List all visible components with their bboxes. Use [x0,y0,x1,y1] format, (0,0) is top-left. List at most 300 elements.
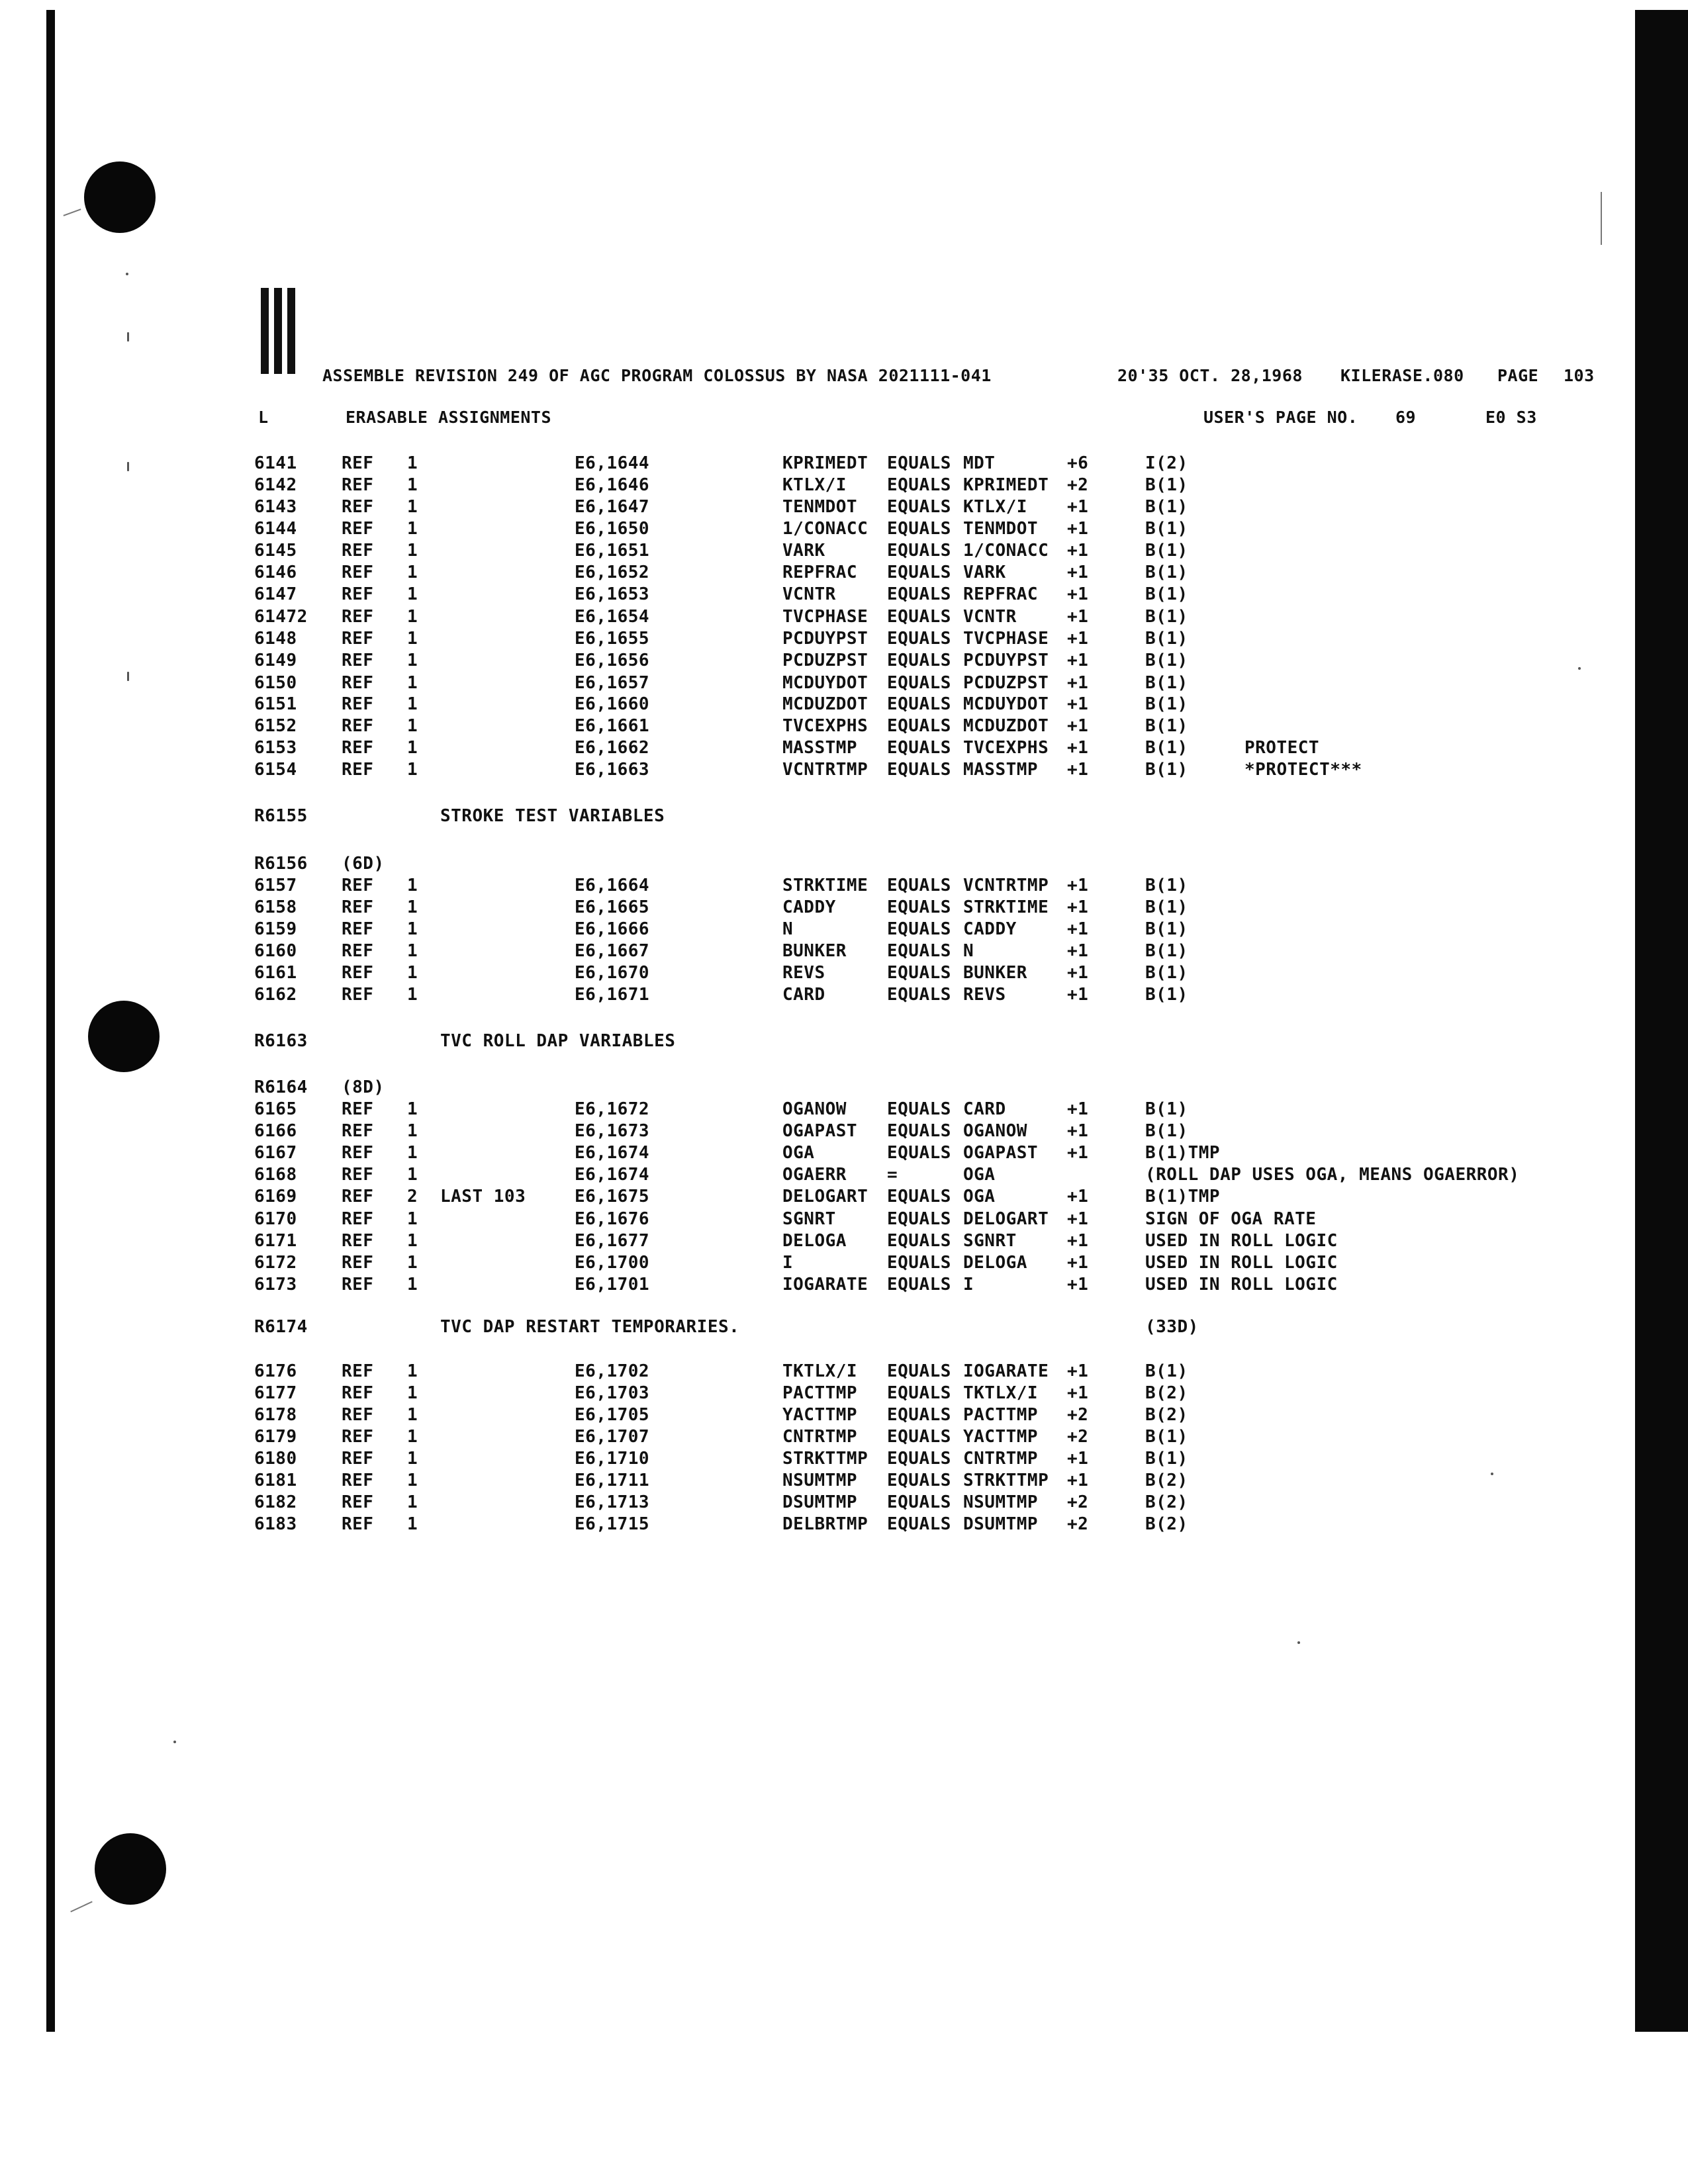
cell-target: OGA [963,1187,996,1206]
cell-op: EQUALS [887,1427,951,1447]
line-number: 6172 [254,1253,297,1273]
cell-op: EQUALS [887,497,951,517]
cell-ref: REF [342,1253,374,1273]
cell-ref: REF [342,897,374,917]
cell-target: REPFRAC [963,584,1039,604]
cell-target: I [963,1275,974,1295]
scan-speck [1578,667,1581,670]
cell-op: EQUALS [887,563,951,582]
cell-ref: REF [342,475,374,495]
cell-inc: +1 [1067,541,1089,561]
cell-fmt: B(1) [1145,1449,1188,1469]
line-number: 6145 [254,541,297,561]
cell-fmt: B(1) [1145,1427,1188,1447]
cell-name: TKTLX/I [782,1361,858,1381]
cell-cnt: 1 [407,1492,418,1512]
page-label: PAGE [1497,366,1539,385]
cell-fmt: B(1) [1145,541,1188,561]
line-number: 6166 [254,1121,297,1141]
line-number: 6142 [254,475,297,495]
cell-target: KTLX/I [963,497,1027,517]
cell-target: OGAPAST [963,1143,1039,1163]
cell-ref: REF [342,1383,374,1403]
cell-op: EQUALS [887,475,951,495]
cell-fmt: (ROLL DAP USES OGA, MEANS OGAERROR) [1145,1165,1520,1185]
cell-ref: REF [342,1143,374,1163]
cell-cnt: 1 [407,563,418,582]
cell-target: STRKTTMP [963,1471,1049,1490]
cell-fmt: B(2) [1145,1492,1188,1512]
cell-cnt: 1 [407,963,418,983]
block-size-tag: (8D) [342,1077,385,1097]
cell-op: EQUALS [887,1275,951,1295]
cell-op: EQUALS [887,1253,951,1273]
cell-target: SGNRT [963,1231,1017,1251]
cell-ref: REF [342,607,374,627]
cell-fmt: B(1) [1145,629,1188,649]
cell-op: EQUALS [887,1143,951,1163]
cell-target: 1/CONACC [963,541,1049,561]
cell-fmt: B(1) [1145,607,1188,627]
cell-name: CADDY [782,897,836,917]
cell-cnt: 1 [407,629,418,649]
cell-ref: REF [342,738,374,758]
cell-op: EQUALS [887,985,951,1005]
cell-cnt: 1 [407,897,418,917]
cell-inc: +1 [1067,1121,1089,1141]
cell-op: EQUALS [887,607,951,627]
cell-target: VCNTR [963,607,1017,627]
cell-op: EQUALS [887,584,951,604]
scan-speck [127,672,129,681]
cell-inc: +1 [1067,985,1089,1005]
cell-op: EQUALS [887,941,951,961]
line-number: 6183 [254,1514,297,1534]
cell-ref: REF [342,694,374,714]
cell-name: N [782,919,794,939]
cell-name: OGAPAST [782,1121,858,1141]
cell-ref: REF [342,651,374,670]
line-number: 6178 [254,1405,297,1425]
cell-cnt: 1 [407,876,418,895]
cell-ref: REF [342,519,374,539]
cell-target: IOGARATE [963,1361,1049,1381]
cell-addr: E6,1711 [575,1471,650,1490]
cell-op: EQUALS [887,1383,951,1403]
cell-cnt: 1 [407,673,418,693]
cell-ref: REF [342,760,374,780]
line-number: 6148 [254,629,297,649]
cell-name: PCDUZPST [782,651,868,670]
cell-addr: E6,1674 [575,1143,650,1163]
cell-target: YACTTMP [963,1427,1039,1447]
cell-ref: REF [342,497,374,517]
cell-inc: +1 [1067,876,1089,895]
cell-addr: E6,1677 [575,1231,650,1251]
left-marker: L [258,408,269,427]
cell-target: PACTTMP [963,1405,1039,1425]
cell-inc: +1 [1067,716,1089,736]
cell-cnt: 1 [407,1253,418,1273]
cell-ref: REF [342,453,374,473]
cell-addr: E6,1666 [575,919,650,939]
cell-addr: E6,1655 [575,629,650,649]
cell-inc: +1 [1067,963,1089,983]
cell-ref: REF [342,1275,374,1295]
cell-addr: E6,1657 [575,673,650,693]
cell-name: MCDUZDOT [782,694,868,714]
cell-inc: +1 [1067,919,1089,939]
cell-fmt: B(1) [1145,651,1188,670]
cell-fmt: B(1) [1145,919,1188,939]
section-title: ERASABLE ASSIGNMENTS [346,408,552,427]
punch-hole-middle [88,1001,160,1072]
cell-cnt: 1 [407,584,418,604]
cell-name: DELOGART [782,1187,868,1206]
cell-cnt: 1 [407,1449,418,1469]
bank-code: E0 S3 [1485,408,1537,427]
cell-ref: REF [342,1121,374,1141]
cell-inc: +1 [1067,607,1089,627]
line-number: 6154 [254,760,297,780]
cell-op: EQUALS [887,876,951,895]
cell-inc: +1 [1067,760,1089,780]
cell-cnt: 1 [407,1165,418,1185]
cell-op: EQUALS [887,694,951,714]
cell-ref: REF [342,876,374,895]
cell-fmt: B(2) [1145,1383,1188,1403]
cell-fmt: B(1) [1145,1361,1188,1381]
cell-op: EQUALS [887,1471,951,1490]
cell-addr: E6,1656 [575,651,650,670]
cell-cnt: 1 [407,651,418,670]
cell-addr: E6,1650 [575,519,650,539]
cell-addr: E6,1646 [575,475,650,495]
cell-ref: REF [342,919,374,939]
scan-speck [1297,1641,1300,1644]
cell-cnt: 2 [407,1187,418,1206]
section-heading: TVC ROLL DAP VARIABLES [440,1031,676,1051]
cell-addr: E6,1652 [575,563,650,582]
cell-op: EQUALS [887,1514,951,1534]
cell-inc: +1 [1067,673,1089,693]
cell-addr: E6,1665 [575,897,650,917]
cell-cnt: 1 [407,1383,418,1403]
cell-target: TVCEXPHS [963,738,1049,758]
cell-op: EQUALS [887,963,951,983]
line-number: 6153 [254,738,297,758]
cell-fmt: USED IN ROLL LOGIC [1145,1275,1338,1295]
line-number: 6176 [254,1361,297,1381]
cell-op: EQUALS [887,453,951,473]
section-size: (33D) [1145,1317,1199,1337]
cell-ref: REF [342,1099,374,1119]
cell-name: PACTTMP [782,1383,858,1403]
line-number: 6171 [254,1231,297,1251]
cell-name: TVCEXPHS [782,716,868,736]
cell-inc: +1 [1067,1253,1089,1273]
cell-name: CARD [782,985,825,1005]
cell-target: TVCPHASE [963,629,1049,649]
cell-inc: +1 [1067,563,1089,582]
cell-cnt: 1 [407,1427,418,1447]
cell-fmt: B(1) [1145,475,1188,495]
cell-name: BUNKER [782,941,847,961]
cell-name: STRKTIME [782,876,868,895]
cell-addr: E6,1673 [575,1121,650,1141]
cell-ref: REF [342,1361,374,1381]
cell-target: REVS [963,985,1006,1005]
cell-addr: E6,1672 [575,1099,650,1119]
cell-inc: +1 [1067,1143,1089,1163]
cell-fmt: B(1) [1145,694,1188,714]
cell-op: EQUALS [887,897,951,917]
cell-addr: E6,1700 [575,1253,650,1273]
line-number: R6164 [254,1077,308,1097]
cell-fmt: B(1)TMP [1145,1143,1221,1163]
cell-op: EQUALS [887,1405,951,1425]
cell-addr: E6,1663 [575,760,650,780]
cell-inc: +1 [1067,651,1089,670]
cell-cnt: 1 [407,541,418,561]
line-number: 6170 [254,1209,297,1229]
line-number: 6158 [254,897,297,917]
cell-fmt: B(1) [1145,876,1188,895]
cell-addr: E6,1660 [575,694,650,714]
cell-name: TENMDOT [782,497,858,517]
cell-cnt: 1 [407,760,418,780]
cell-op: EQUALS [887,629,951,649]
scan-speck [173,1741,176,1743]
cell-fmt: B(1) [1145,963,1188,983]
cell-fmt: B(1) [1145,584,1188,604]
cell-op: EQUALS [887,760,951,780]
cell-ref: REF [342,1471,374,1490]
cell-ref: REF [342,541,374,561]
cell-fmt: B(1) [1145,738,1188,758]
cell-target: PCDUYPST [963,651,1049,670]
cell-fmt: B(1) [1145,563,1188,582]
cell-cnt: 1 [407,985,418,1005]
line-number: 6146 [254,563,297,582]
cell-addr: E6,1676 [575,1209,650,1229]
cell-fmt: B(1)TMP [1145,1187,1221,1206]
cell-addr: E6,1715 [575,1514,650,1534]
cell-fmt: B(1) [1145,1099,1188,1119]
cell-op: EQUALS [887,1099,951,1119]
cell-fmt: B(1) [1145,941,1188,961]
line-number: 6180 [254,1449,297,1469]
line-number: 6159 [254,919,297,939]
cell-target: TKTLX/I [963,1383,1039,1403]
cell-name: IOGARATE [782,1275,868,1295]
cell-comment: *PROTECT*** [1244,760,1362,780]
cell-ref: REF [342,1165,374,1185]
cell-ref: REF [342,1187,374,1206]
scan-speck [1491,1473,1493,1475]
cell-addr: E6,1702 [575,1361,650,1381]
cell-op: EQUALS [887,1121,951,1141]
scan-speck [127,332,129,341]
section-heading: STROKE TEST VARIABLES [440,806,665,826]
cell-target: MCDUZDOT [963,716,1049,736]
cell-fmt: B(1) [1145,897,1188,917]
cell-name: MASSTMP [782,738,858,758]
cell-cnt: 1 [407,1471,418,1490]
cell-fmt: USED IN ROLL LOGIC [1145,1253,1338,1273]
cell-target: KPRIMEDT [963,475,1049,495]
line-number: 6152 [254,716,297,736]
cell-cnt: 1 [407,694,418,714]
cell-addr: E6,1674 [575,1165,650,1185]
cell-cnt: 1 [407,1514,418,1534]
cell-ref: REF [342,941,374,961]
scan-mark [1601,192,1602,245]
cell-name: DELOGA [782,1231,847,1251]
cell-ref: REF [342,673,374,693]
cell-ref: REF [342,1427,374,1447]
cell-inc: +1 [1067,584,1089,604]
listing-timestamp: 20'35 OCT. 28,1968 [1117,366,1303,385]
line-number: R6156 [254,854,308,874]
cell-cnt: 1 [407,941,418,961]
cell-name: NSUMTMP [782,1471,858,1490]
cell-addr: E6,1654 [575,607,650,627]
line-number: 6162 [254,985,297,1005]
cell-name: DSUMTMP [782,1492,858,1512]
cell-op: EQUALS [887,1209,951,1229]
cell-name: REVS [782,963,825,983]
cell-inc: +1 [1067,1275,1089,1295]
line-number: 6177 [254,1383,297,1403]
cell-name: YACTTMP [782,1405,858,1425]
cell-cnt: 1 [407,1099,418,1119]
line-number: 6173 [254,1275,297,1295]
cell-name: SGNRT [782,1209,836,1229]
cell-cnt: 1 [407,453,418,473]
cell-cnt: 1 [407,1405,418,1425]
cell-ref: REF [342,716,374,736]
punch-hole-top [84,161,156,233]
users-page-label: USER'S PAGE NO. [1203,408,1358,427]
scan-edge-right [1635,10,1688,2032]
cell-ref: REF [342,629,374,649]
cell-op: EQUALS [887,919,951,939]
cell-cnt: 1 [407,1361,418,1381]
cell-cnt: 1 [407,519,418,539]
cell-inc: +1 [1067,897,1089,917]
cell-fmt: B(1) [1145,760,1188,780]
cell-comment: PROTECT [1244,738,1320,758]
section-heading: TVC DAP RESTART TEMPORARIES. [440,1317,740,1337]
cell-extra: LAST 103 [440,1187,526,1206]
cell-fmt: B(1) [1145,497,1188,517]
cell-op: EQUALS [887,1187,951,1206]
cell-addr: E6,1703 [575,1383,650,1403]
cell-target: BUNKER [963,963,1027,983]
cell-ref: REF [342,963,374,983]
cell-name: OGAERR [782,1165,847,1185]
scan-mark [64,208,81,216]
cell-inc: +2 [1067,1427,1089,1447]
cell-inc: +1 [1067,1099,1089,1119]
cell-inc: +1 [1067,1231,1089,1251]
punch-hole-bottom [95,1833,166,1905]
cell-op: EQUALS [887,738,951,758]
line-number: 6149 [254,651,297,670]
cell-cnt: 1 [407,1209,418,1229]
cell-target: CNTRTMP [963,1449,1039,1469]
cell-ref: REF [342,1514,374,1534]
cell-op: EQUALS [887,1231,951,1251]
cell-addr: E6,1653 [575,584,650,604]
printer-logo-mark [261,288,298,381]
cell-target: CADDY [963,919,1017,939]
cell-ref: REF [342,985,374,1005]
scan-edge-left [46,10,55,2032]
cell-op: EQUALS [887,716,951,736]
scan-speck [127,462,129,471]
cell-fmt: B(2) [1145,1405,1188,1425]
listing-title: ASSEMBLE REVISION 249 OF AGC PROGRAM COLOSSUS BY NASA 2021111-041 [322,366,992,385]
line-number: 6182 [254,1492,297,1512]
cell-target: TENMDOT [963,519,1039,539]
cell-ref: REF [342,1209,374,1229]
cell-fmt: I(2) [1145,453,1188,473]
cell-cnt: 1 [407,475,418,495]
cell-inc: +1 [1067,1209,1089,1229]
cell-inc: +1 [1067,497,1089,517]
cell-target: N [963,941,974,961]
cell-target: MCDUYDOT [963,694,1049,714]
cell-addr: E6,1713 [575,1492,650,1512]
cell-addr: E6,1710 [575,1449,650,1469]
line-number: 6141 [254,453,297,473]
cell-op: EQUALS [887,1449,951,1469]
cell-inc: +1 [1067,519,1089,539]
cell-name: OGA [782,1143,815,1163]
cell-addr: E6,1671 [575,985,650,1005]
line-number: 6144 [254,519,297,539]
cell-ref: REF [342,584,374,604]
line-number: 6161 [254,963,297,983]
cell-target: MASSTMP [963,760,1039,780]
cell-fmt: B(1) [1145,985,1188,1005]
cell-addr: E6,1647 [575,497,650,517]
cell-inc: +1 [1067,1187,1089,1206]
cell-name: 1/CONACC [782,519,868,539]
cell-fmt: USED IN ROLL LOGIC [1145,1231,1338,1251]
cell-name: CNTRTMP [782,1427,858,1447]
cell-name: REPFRAC [782,563,858,582]
cell-fmt: B(1) [1145,1121,1188,1141]
cell-target: OGA [963,1165,996,1185]
cell-cnt: 1 [407,1275,418,1295]
cell-inc: +1 [1067,1471,1089,1490]
cell-inc: +1 [1067,941,1089,961]
cell-inc: +1 [1067,1361,1089,1381]
cell-op: EQUALS [887,1361,951,1381]
line-number: 6143 [254,497,297,517]
scan-mark [70,1901,92,1912]
cell-addr: E6,1705 [575,1405,650,1425]
line-number: 6147 [254,584,297,604]
cell-target: PCDUZPST [963,673,1049,693]
cell-target: MDT [963,453,996,473]
line-number: R6163 [254,1031,308,1051]
line-number: 6165 [254,1099,297,1119]
cell-inc: +2 [1067,475,1089,495]
